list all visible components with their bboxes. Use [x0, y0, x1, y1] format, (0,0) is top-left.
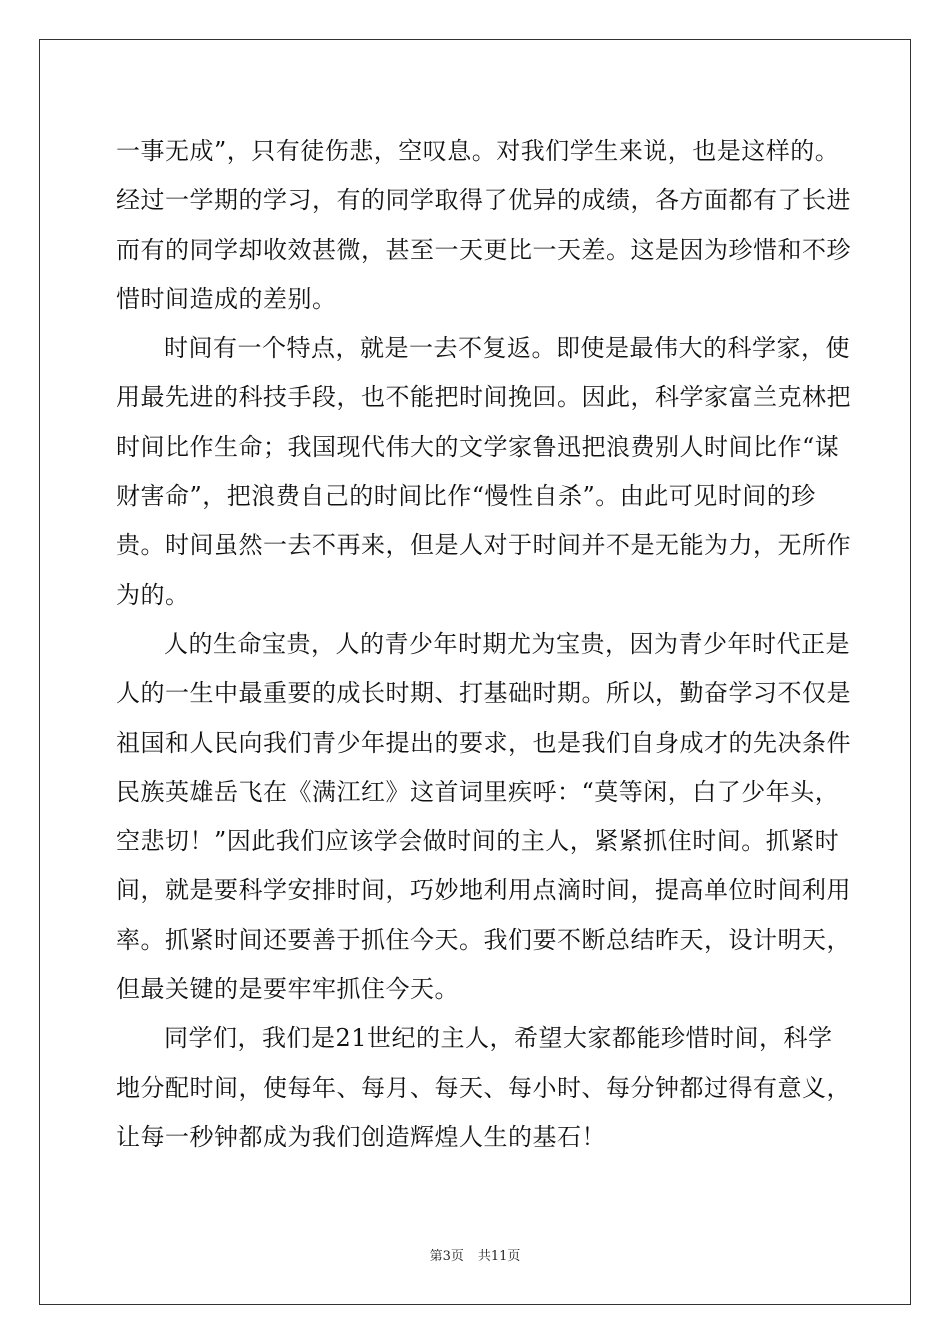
text-line: 一事无成”，只有徒伤悲，空叹息。对我们学生来说，也是这样的。	[116, 137, 840, 165]
text-line: 用最先进的科技手段，也不能把时间挽回。因此，科学家富兰克林把	[116, 383, 851, 412]
page-footer	[0, 1248, 950, 1266]
text-line: 贵。时间虽然一去不再来，但是人对于时间并不是无能为力，无所作	[116, 531, 851, 560]
text-line: 人的一生中最重要的成长时期、打基础时期。所以，勤奋学习不仅是	[116, 679, 851, 708]
text-line: 民族英雄岳飞在《满江红》这首词里疾呼：“莫等闲，白了少年头，	[116, 777, 840, 806]
text-line: 率。抓紧时间还要善于抓住今天。我们要不断总结昨天，设计明天，	[116, 925, 851, 954]
document-body	[116, 127, 851, 1162]
text-line: 让每一秒钟都成为我们创造辉煌人生的基石！	[116, 1122, 606, 1151]
text-line: 财害命”，把浪费自己的时间比作“慢性自杀”。由此可见时间的珍	[116, 482, 816, 511]
text-line: 祖国和人民向我们青少年提出的要求，也是我们自身成才的先决条件	[116, 728, 851, 757]
text-line: 经过一学期的学习，有的同学取得了优异的成绩，各方面都有了长进	[116, 186, 851, 215]
text-line: 地分配时间，使每年、每月、每天、每小时、每分钟都过得有意义，	[116, 1073, 851, 1102]
text-line: 为的。	[116, 580, 190, 609]
text-line: 惜时间造成的差别。	[116, 284, 337, 313]
text-line: 人的生命宝贵，人的青少年时期尤为宝贵，因为青少年时代正是	[164, 629, 850, 658]
text-line: 时间比作生命；我国现代伟大的文学家鲁迅把浪费别人时间比作“谋	[116, 432, 840, 461]
text-line: 同学们，我们是21世纪的主人，希望大家都能珍惜时间，科学	[164, 1024, 833, 1053]
text-line: 但最关键的是要牢牢抓住今天。	[116, 975, 459, 1004]
text-line: 间，就是要科学安排时间，巧妙地利用点滴时间，提高单位时间利用	[116, 876, 851, 905]
text-line: 空悲切！”因此我们应该学会做时间的主人，紧紧抓住时间。抓紧时	[116, 827, 840, 856]
page-total: 共11页	[477, 1249, 521, 1264]
text-line: 时间有一个特点，就是一去不复返。即使是最伟大的科学家，使	[164, 334, 850, 363]
page-number: 第3页	[429, 1249, 464, 1264]
text-line: 而有的同学却收效甚微，甚至一天更比一天差。这是因为珍惜和不珍	[116, 235, 851, 264]
